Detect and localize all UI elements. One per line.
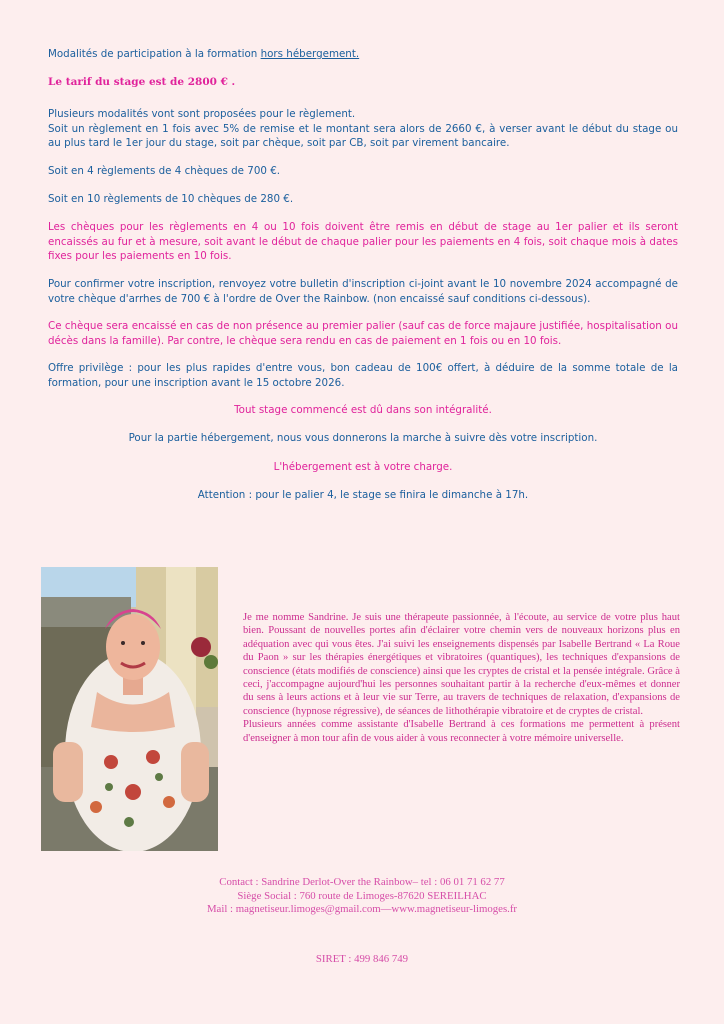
confirmation-paragraph: Pour confirmer votre inscription, renvoyez votre bulletin d'inscription ci-joint avant le 10 novembre 2024 accompagné de votre chèque d'arrhes de 700 € à l'ordre de Over the Rainbow. (non encaissé sauf conditions ci-dessous). (48, 278, 678, 305)
attention-line: Attention : pour le palier 4, le stage se finira le dimanche à 17h. (197, 489, 529, 501)
portrait-photo (41, 567, 218, 851)
modalites-text: Modalités de participation à la formation (48, 48, 261, 60)
hebergement-line: Pour la partie hébergement, nous vous donnerons la marche à suivre dès votre inscription. (128, 432, 598, 444)
offre-privilege-paragraph: Offre privilège : pour les plus rapides d'entre vous, bon cadeau de 100€ offert, à déduire de la somme totale de la formation, pour une inscription avant le 15 octobre 2026. (48, 362, 678, 389)
bio-text (243, 611, 680, 745)
portrait-illustration (41, 567, 218, 851)
contact-block (0, 876, 724, 917)
hebergement-charge-line: L'hébergement est à votre charge. (273, 461, 453, 473)
encaissement-paragraph: Ce chèque sera encaissé en cas de non présence au premier palier (sauf cas de force majaure justifiée, hospitalisation ou décès dans la famille). Par contre, le chèque sera rendu en cas de paiement en 1 fois ou en 10 fois. (48, 320, 678, 347)
mail-line: Mail : magnetiseur.limoges@gmail.com—www.magnetiseur-limoges.fr (206, 903, 518, 916)
modalites-line (48, 47, 678, 62)
modalites-paragraph (48, 107, 678, 151)
tarif-heading: Le tarif du stage est de 2800 € . (48, 76, 236, 88)
siege-social-line: Siège Social : 760 route de Limoges-87620 SEREILHAC (237, 889, 487, 902)
cheques-paragraph: Les chèques pour les règlements en 4 ou 10 fois doivent être remis en début de stage au 1er palier et ils seront encaissés au fur et à mesure, soit avant le début de chaque palier pour les paiements en 4 fois, soit chaque mois à dates fixes pour les paiements en 10 fois. (48, 221, 678, 263)
paiement-4-fois: Soit en 4 règlements de 4 chèques de 700 €. (48, 165, 281, 177)
modalites-une-fois: Soit un règlement en 1 fois avec 5% de remise et le montant sera alors de 2660 €, à verser avant le début du stage ou au plus tard le 1er jour du stage, soit par chèque, soit par CB, soit par virement bancaire. (48, 122, 678, 150)
bio-paragraph: Je me nomme Sandrine. Je suis une thérapeute passionnée, à l'écoute, au service de votre plus haut bien. Poussant de nouvelles portes afin d'éclairer votre chemin vers de nouveaux horizons plus en adéquation avec qui vous êtes. J'ai suivi les enseignements dispensés par Isabelle Bertrand « La Roue du Paon » sur les thérapies énergétiques et vibratoires (quantiques), les techniques d'expansions de conscience (états modifiés de conscience) ainsi que les cryptes de cristal et la pensée intégrale. Grâce à ceci, j'accompagne aujourd'hui les personnes souhaitant partir à la recherche d'eux-mêmes et donner du sens à leurs actions et à leur vie sur Terre, au travers de techniques de relaxation, d'expansions de conscience (hypnose régressive), de séances de lithothérapie vibratoire et de cryptes de cristal. (243, 612, 680, 717)
hors-hebergement-text: hors hébergement. (260, 48, 360, 60)
modalites-intro: Plusieurs modalités vont sont proposées pour le règlement. (48, 108, 356, 120)
paiement-10-fois: Soit en 10 règlements de 10 chèques de 280 €. (48, 193, 294, 205)
integralite-line: Tout stage commencé est dû dans son intégralité. (234, 404, 492, 416)
bio-paragraph: Plusieurs années comme assistante d'Isabelle Bertrand à ces formations me permettent à présent d'enseigner à mon tour afin de vous aider à vous reconnecter à votre mémoire universelle. (243, 719, 680, 744)
siret-line: SIRET : 499 846 749 (315, 953, 409, 965)
contact-line: Contact : Sandrine Derlot-Over the Rainbow– tel : 06 01 71 62 77 (219, 876, 505, 888)
